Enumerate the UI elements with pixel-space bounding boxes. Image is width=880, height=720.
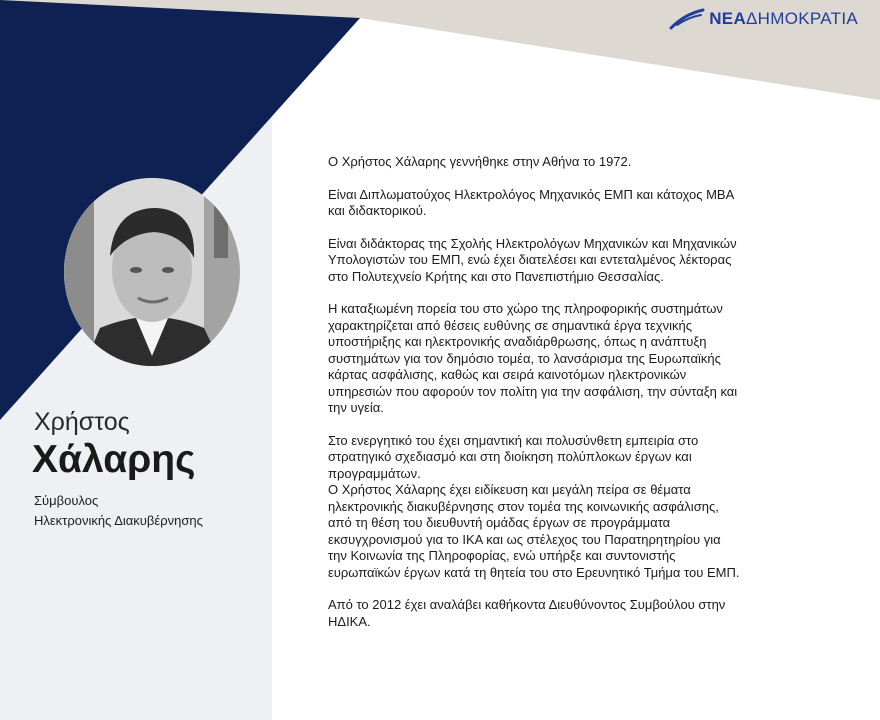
bio-line: Υπολογιστών του ΕΜΠ, ενώ έχει διατελέσει και εντεταλμένος λέκτορας	[328, 252, 732, 267]
bio-line: ηλεκτρονικής διακυβέρνησης στον τομέα της κοινωνικής ασφάλισης,	[328, 498, 719, 514]
bio-line: ευρωπαϊκών έργων κατά τη θητεία του στο Ερευνητικό Τμήμα του ΕΜΠ.	[328, 564, 740, 580]
logo-text: ΝΕΑΔΗΜΟΚΡΑΤΙΑ	[709, 9, 858, 28]
bio-line: υποστήριξης και ηλεκτρονικής αναδιάρθρωσης, όπως η ανάπτυξη	[328, 334, 707, 349]
portrait-photo	[64, 178, 240, 366]
last-name: Χάλαρης	[32, 438, 196, 481]
bio-paragraph-6	[328, 597, 848, 630]
bio-line: συστημάτων για τον δημόσιο τομέα, το λανσάρισμα της Ευρωπαϊκής	[328, 350, 721, 366]
bio-paragraph-2	[328, 187, 848, 220]
bio-line: Είναι διδάκτορας της Σχολής Ηλεκτρολόγων Μηχανικών και Μηχανικών	[328, 235, 737, 251]
bio-line: Από το 2012 έχει αναλάβει καθήκοντα Διευθύνοντος Συμβούλου στην	[328, 597, 726, 612]
bio-line: προγραμμάτων.	[328, 465, 421, 481]
bio-line: Στο ενεργητικό του έχει σημαντική και πολυσύνθετη εμπειρία στο	[328, 432, 699, 448]
bio-line: την Κοινωνία της Πληροφορίας, ενώ υπήρξε και συντονιστής	[328, 548, 676, 563]
bio-line: και διδακτορικού.	[328, 203, 427, 218]
bio-line: κάρτας ασφάλισης, καθώς και σειρά καινοτόμων ηλεκτρονικών	[328, 367, 687, 382]
role-title	[34, 491, 203, 531]
bio-line: ΗΔΙΚΑ.	[328, 613, 371, 629]
first-name: Χρήστος	[34, 408, 130, 436]
bio-line: εκσυγχρονισμού για το ΙΚΑ και ως στέλεχος του Παρατηρητηρίου για	[328, 531, 721, 547]
bio-line: χαρακτηρίζεται από θέσεις ευθύνης σε σημαντικά έργα τεχνικής	[328, 317, 692, 333]
bio-line: στρατηγικό σχεδιασμό και στη διοίκηση πολύπλοκων έργων και	[328, 449, 692, 464]
bio-line: την υγεία.	[328, 400, 384, 415]
bio-paragraph-1	[328, 154, 848, 171]
bio-line: Είναι Διπλωματούχος Ηλεκτρολόγος Μηχανικός ΕΜΠ και κάτοχος ΜΒΑ	[328, 186, 735, 202]
bio-line: υπηρεσιών που αφορούν τον πολίτη για την ασφάλιση, την σύνταξη και	[328, 383, 738, 399]
bio-line: Ο Χρήστος Χάλαρης έχει ειδίκευση και μεγάλη πείρα σε θέματα	[328, 482, 691, 497]
role-line-2: Ηλεκτρονικής Διακυβέρνησης	[34, 513, 203, 528]
bio-line: Ο Χρήστος Χάλαρης γεννήθηκε στην Αθήνα το 1972.	[328, 154, 632, 169]
party-logo	[669, 4, 858, 34]
swoosh-icon	[669, 8, 705, 30]
bio-paragraph-4	[328, 301, 848, 417]
bio-line: στο Πολυτεχνείο Κρήτης και στο Πανεπιστήμιο Θεσσαλίας.	[328, 268, 664, 284]
role-line-1: Σύμβουλος	[34, 493, 99, 508]
biography	[328, 154, 848, 630]
bio-paragraph-3	[328, 236, 848, 286]
bio-line: από τη θέση του διευθυντή ομάδας έργων σε προγράμματα	[328, 515, 671, 530]
bio-paragraph-5	[328, 433, 848, 582]
bio-line: Η καταξιωμένη πορεία του στο χώρο της πληροφορικής συστημάτων	[328, 301, 723, 316]
